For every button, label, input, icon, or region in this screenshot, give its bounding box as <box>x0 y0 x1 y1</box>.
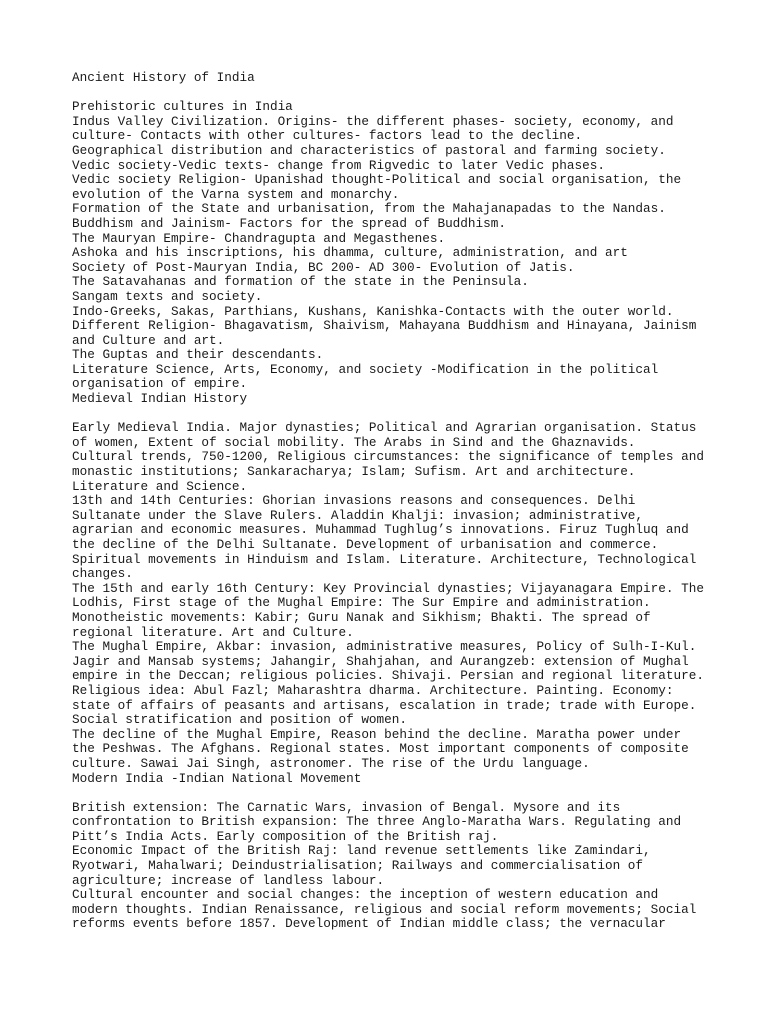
text-line: evolution of the Varna system and monarchy. <box>72 186 400 202</box>
text-line: Literature Science, Arts, Economy, and society -Modification in the political <box>72 361 659 377</box>
text-line: Sultanate under the Slave Rulers. Aladdin Khalji: invasion; administrative, <box>72 507 644 523</box>
text-line: Ryotwari, Mahalwari; Deindustrialisation; Railways and commercialisation of <box>72 858 644 874</box>
text-line: agriculture; increase of landless labour. <box>72 872 385 888</box>
text-line: Prehistoric cultures in India <box>72 99 293 115</box>
text-line: agrarian and economic measures. Muhammad Tughlug’s innovations. Firuz Tughluq and <box>72 522 689 538</box>
document-title: Ancient History of India <box>72 70 255 85</box>
text-line: state of affairs of peasants and artisans, escalation in trade; trade with Europe. <box>72 697 697 713</box>
text-line: Jagir and Mansab systems; Jahangir, Shahjahan, and Aurangzeb: extension of Mughal <box>72 653 689 669</box>
blank-line <box>72 786 712 801</box>
text-line: Vedic society Religion- Upanishad thought-Political and social organisation, the <box>72 172 682 188</box>
text-line: The Guptas and their descendants. <box>72 347 324 363</box>
text-line: culture. Sawai Jai Singh, astronomer. The rise of the Urdu language. <box>72 755 590 771</box>
text-line: Society of Post-Mauryan India, BC 200- AD 300- Evolution of Jatis. <box>72 259 575 275</box>
text-line: Medieval Indian History <box>72 391 248 407</box>
text-line: British extension: The Carnatic Wars, invasion of Bengal. Mysore and its <box>72 799 621 815</box>
text-line: Cultural trends, 750-1200, Religious circumstances: the significance of temples and <box>72 449 704 465</box>
text-line: Ashoka and his inscriptions, his dhamma, culture, administration, and art <box>72 245 628 261</box>
text-line: Religious idea: Abul Fazl; Maharashtra dharma. Architecture. Painting. Economy: <box>72 682 674 698</box>
text-line: Spiritual movements in Hinduism and Islam. Literature. Architecture, Technological <box>72 551 697 567</box>
text-line: confrontation to British expansion: The three Anglo-Maratha Wars. Regulating and <box>72 814 682 830</box>
text-line: Formation of the State and urbanisation, from the Mahajanapadas to the Nandas. <box>72 201 666 217</box>
text-line: Literature and Science. <box>72 478 248 494</box>
text-line: regional literature. Art and Culture. <box>72 624 354 640</box>
text-line: Cultural encounter and social changes: the inception of western education and <box>72 887 659 903</box>
text-line: Economic Impact of the British Raj: land revenue settlements like Zamindari, <box>72 843 651 859</box>
text-line: Monotheistic movements: Kabir; Guru Nanak and Sikhism; Bhakti. The spread of <box>72 609 651 625</box>
text-line: modern thoughts. Indian Renaissance, religious and social reform movements; Social <box>72 901 697 917</box>
text-line: The Mauryan Empire- Chandragupta and Megasthenes. <box>72 230 446 246</box>
text-line: Lodhis, First stage of the Mughal Empire: The Sur Empire and administration. <box>72 595 651 611</box>
text-line: The decline of the Mughal Empire, Reason behind the decline. Maratha power under <box>72 726 682 742</box>
text-line: and Culture and art. <box>72 332 225 348</box>
blank-line <box>72 407 712 422</box>
text-line: Pitt’s India Acts. Early composition of the British raj. <box>72 828 499 844</box>
text-line: The Satavahanas and formation of the state in the Peninsula. <box>72 274 529 290</box>
text-line: changes. <box>72 566 133 582</box>
text-line: Different Religion- Bhagavatism, Shaivism, Mahayana Buddhism and Hinayana, Jainism <box>72 318 697 334</box>
text-line: Indus Valley Civilization. Origins- the different phases- society, economy, and <box>72 113 674 129</box>
text-line: Indo-Greeks, Sakas, Parthians, Kushans, Kanishka-Contacts with the outer world. <box>72 303 674 319</box>
text-line: of women, Extent of social mobility. The Arabs in Sind and the Ghaznavids. <box>72 434 636 450</box>
text-line: reforms events before 1857. Development of Indian middle class; the vernacular <box>72 916 666 932</box>
text-line: Buddhism and Jainism- Factors for the spread of Buddhism. <box>72 215 506 231</box>
text-line: The Mughal Empire, Akbar: invasion, administrative measures, Policy of Sulh-I-Kul. <box>72 639 697 655</box>
text-line: Sangam texts and society. <box>72 288 263 304</box>
text-line: Vedic society-Vedic texts- change from Rigvedic to later Vedic phases. <box>72 157 605 173</box>
blank-line <box>72 86 712 101</box>
text-line: Social stratification and position of women. <box>72 712 408 728</box>
text-line: The 15th and early 16th Century: Key Provincial dynasties; Vijayanagara Empire. The <box>72 580 704 596</box>
document-page <box>72 71 712 932</box>
text-line: organisation of empire. <box>72 376 248 392</box>
text-line: empire in the Deccan; religious policies. Shivaji. Persian and regional literature. <box>72 668 704 684</box>
text-line: Modern India -Indian National Movement <box>72 770 362 786</box>
text-line: Early Medieval India. Major dynasties; Political and Agrarian organisation. Status <box>72 420 697 436</box>
text-line: Geographical distribution and characteristics of pastoral and farming society. <box>72 142 666 158</box>
text-line: monastic institutions; Sankaracharya; Islam; Sufism. Art and architecture. <box>72 464 636 480</box>
text-line: the Peshwas. The Afghans. Regional states. Most important components of composite <box>72 741 689 757</box>
text-line: 13th and 14th Centuries: Ghorian invasions reasons and consequences. Delhi <box>72 493 636 509</box>
text-line: the decline of the Delhi Sultanate. Development of urbanisation and commerce. <box>72 537 659 552</box>
text-line: culture- Contacts with other cultures- factors lead to the decline. <box>72 128 583 144</box>
